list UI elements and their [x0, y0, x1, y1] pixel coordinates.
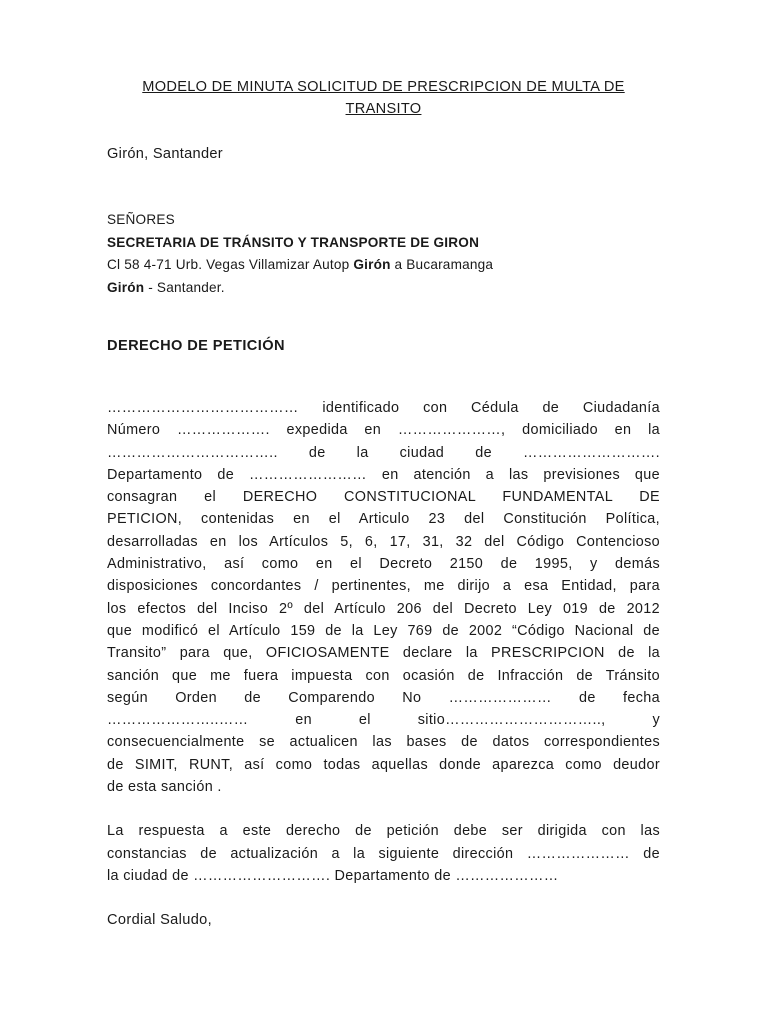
city-rest: - Santander. — [144, 279, 225, 295]
entity-address — [107, 254, 660, 277]
address-bold: Girón — [353, 257, 391, 272]
response-line: La respuesta a este derecho de petición debe ser dirigida con las — [107, 823, 660, 840]
document-page — [107, 76, 660, 931]
entity-city — [107, 277, 660, 300]
subject-heading: DERECHO DE PETICIÓN — [107, 338, 285, 354]
entity-name: SECRETARIA DE TRÁNSITO Y TRANSPORTE DE GIRON — [107, 234, 480, 250]
body-line: desarrolladas en los Artículos 5, 6, 17, 31, 32 del Código Contencioso — [107, 533, 660, 550]
body-line: disposiciones concordantes / pertinentes, me dirijo a esa Entidad, para — [107, 578, 660, 595]
city-bold: Girón — [107, 279, 145, 295]
body-line: los efectos del Inciso 2º del Artículo 206 del Decreto Ley 019 de 2012 — [107, 600, 660, 617]
body-line: según Orden de Comparendo No ………………… de fecha — [107, 689, 660, 706]
body-line: de SIMIT, RUNT, así como todas aquellas donde aparezca como deudor — [107, 756, 660, 773]
petition-body — [107, 397, 660, 798]
place-date: Girón, Santander — [107, 146, 223, 162]
body-line: Transito” para que, OFICIOSAMENTE declare la PRESCRIPCION de la — [107, 645, 660, 662]
body-line: Número ………………. expedida en …………………, domiciliado en la — [107, 422, 660, 439]
closing-salutation: Cordial Saludo, — [107, 912, 213, 929]
address-part-2: a Bucaramanga — [390, 257, 494, 272]
body-line: …………………………….. de la ciudad de ………………………. — [107, 444, 660, 461]
response-line: la ciudad de ………………………. Departamento de ………………… — [107, 867, 559, 884]
body-line: PETICION, contenidas en el Articulo 23 del Constitución Política, — [107, 511, 660, 528]
body-line: de esta sanción . — [107, 779, 222, 796]
title-line-2: TRANSITO — [345, 101, 422, 117]
address-part-1: Cl 58 4-71 Urb. Vegas Villamizar Autop — [107, 257, 354, 272]
response-paragraph — [107, 820, 660, 887]
body-line: Departamento de …………………… en atención a las previsiones que — [107, 466, 660, 483]
body-line: sanción que me fuera impuesta con ocasión de Infracción de Tránsito — [107, 667, 660, 684]
document-title — [107, 76, 660, 120]
body-line: ………………………………… identificado con Cédula de Ciudadanía — [107, 400, 660, 416]
body-line: …………………..…… en el sitio………………………….., y — [107, 712, 660, 729]
title-line-1: MODELO DE MINUTA SOLICITUD DE PRESCRIPCION DE MULTA DE — [142, 79, 625, 95]
body-line: Administrativo, así como en el Decreto 2150 de 1995, y demás — [107, 556, 660, 573]
addressee-block — [107, 209, 660, 299]
body-line: consecuencialmente se actualicen las bases de datos correspondientes — [107, 734, 660, 751]
body-line: consagran el DERECHO CONSTITUCIONAL FUNDAMENTAL DE — [107, 489, 660, 506]
body-line: que modificó el Artículo 159 de la Ley 769 de 2002 “Código Nacional de — [107, 622, 660, 639]
response-line: constancias de actualización a la siguiente dirección ………………… de — [107, 845, 660, 862]
salutation: SEÑORES — [107, 212, 175, 227]
